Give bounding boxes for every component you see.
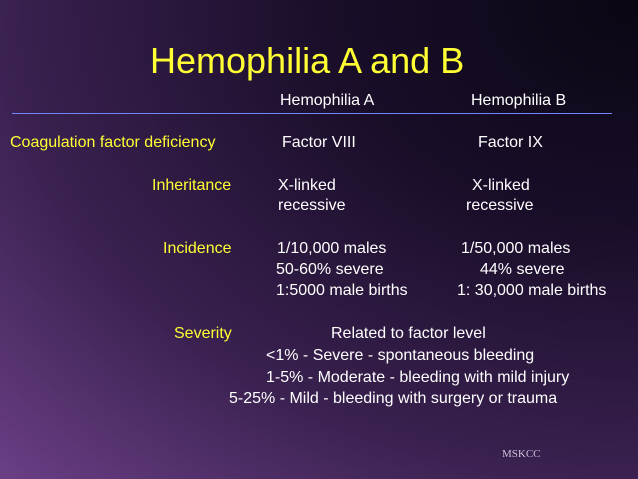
severity-line-2: <1% - Severe - spontaneous bleeding: [266, 347, 535, 364]
severity-line-3: 1-5% - Moderate - bleeding with mild injury: [266, 369, 570, 386]
label-severity: Severity: [174, 325, 232, 342]
column-header-a: Hemophilia A: [280, 92, 375, 109]
inheritance-a-2: recessive: [278, 197, 346, 214]
inheritance-b-2: recessive: [466, 197, 534, 214]
footer-mskcc: MSKCC: [502, 448, 541, 460]
label-coagulation: Coagulation factor deficiency: [10, 134, 216, 151]
incidence-a-3: 1:5000 male births: [276, 282, 408, 299]
incidence-b-1: 1/50,000 males: [461, 240, 571, 257]
severity-line-4: 5-25% - Mild - bleeding with surgery or trauma: [229, 390, 558, 407]
severity-line-1: Related to factor level: [331, 325, 486, 342]
incidence-a-2: 50-60% severe: [276, 261, 384, 278]
slide-title: Hemophilia A and B: [150, 40, 465, 81]
inheritance-b-1: X-linked: [472, 177, 530, 194]
incidence-a-1: 1/10,000 males: [277, 240, 387, 257]
label-incidence: Incidence: [163, 240, 232, 257]
coag-b: Factor IX: [478, 134, 543, 151]
inheritance-a-1: X-linked: [278, 177, 336, 194]
label-inheritance: Inheritance: [152, 177, 232, 194]
column-header-b: Hemophilia B: [471, 92, 567, 109]
incidence-b-3: 1: 30,000 male births: [457, 282, 607, 299]
header-divider: [12, 113, 612, 114]
incidence-b-2: 44% severe: [480, 261, 565, 278]
coag-a: Factor VIII: [282, 134, 356, 151]
